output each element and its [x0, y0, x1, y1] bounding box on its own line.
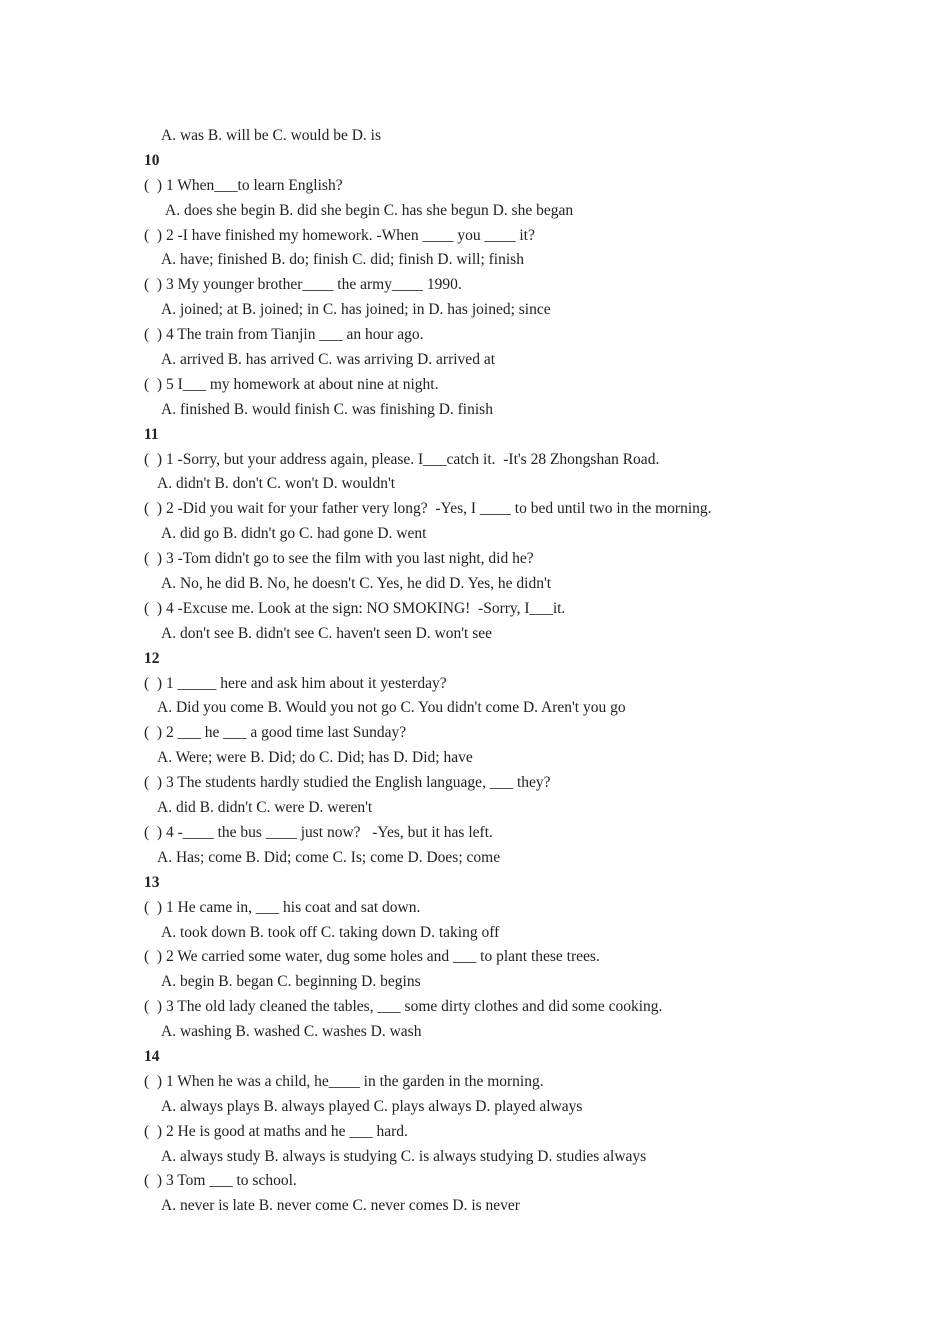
- answer-options: A. don't see B. didn't see C. haven't seen D. won't see: [161, 624, 493, 642]
- question-line: ( ) 2 -Did you wait for your father very long? -Yes, I ____ to bed until two in the morning.: [144, 500, 712, 518]
- question-line: ( ) 1 When he was a child, he____ in the garden in the morning.: [144, 1072, 544, 1090]
- answer-options: A. always study B. always is studying C. is always studying D. studies always: [161, 1147, 647, 1165]
- answer-options: A. washing B. washed C. washes D. wash: [161, 1023, 422, 1041]
- question-line: ( ) 4 -Excuse me. Look at the sign: NO SMOKING! -Sorry, I___it.: [144, 599, 566, 617]
- question-line: ( ) 2 He is good at maths and he ___ hard.: [144, 1122, 408, 1140]
- answer-options: A. did B. didn't C. were D. weren't: [157, 799, 373, 817]
- question-line: ( ) 1 When___to learn English?: [144, 176, 343, 194]
- answer-options: A. took down B. took off C. taking down D. taking off: [161, 923, 500, 941]
- answer-options: A. Did you come B. Would you not go C. You didn't come D. Aren't you go: [157, 699, 626, 717]
- question-line: ( ) 5 I___ my homework at about nine at night.: [144, 375, 439, 393]
- answer-options: A. Has; come B. Did; come C. Is; come D. Does; come: [157, 848, 501, 866]
- question-line: ( ) 4 -____ the bus ____ just now? -Yes, but it has left.: [144, 823, 493, 841]
- question-line: ( ) 3 Tom ___ to school.: [144, 1172, 297, 1190]
- question-line: ( ) 3 -Tom didn't go to see the film with you last night, did he?: [144, 550, 534, 568]
- answer-options: A. begin B. began C. beginning D. begins: [161, 973, 421, 991]
- question-line: ( ) 2 ___ he ___ a good time last Sunday?: [144, 724, 407, 742]
- answer-options: A. arrived B. has arrived C. was arriving D. arrived at: [161, 351, 495, 369]
- question-line: ( ) 4 The train from Tianjin ___ an hour ago.: [144, 326, 424, 344]
- question-line: ( ) 2 We carried some water, dug some holes and ___ to plant these trees.: [144, 948, 600, 966]
- section-number: 12: [144, 649, 160, 667]
- exercise-page: [0, 124, 950, 1219]
- answer-options: A. have; finished B. do; finish C. did; finish D. will; finish: [161, 251, 524, 269]
- answer-options: A. does she begin B. did she begin C. has she begun D. she began: [165, 201, 574, 219]
- section-number: 14: [144, 1047, 160, 1065]
- question-line: ( ) 3 My younger brother____ the army____ 1990.: [144, 276, 462, 294]
- answer-options: A. finished B. would finish C. was finishing D. finish: [161, 400, 493, 418]
- section-number: 13: [144, 873, 160, 891]
- answer-options: A. never is late B. never come C. never comes D. is never: [161, 1197, 520, 1215]
- answer-options: A. was B. will be C. would be D. is: [161, 127, 382, 144]
- question-line: ( ) 1 -Sorry, but your address again, please. I___catch it. -It's 28 Zhongshan Road.: [144, 450, 660, 468]
- question-line: ( ) 1 _____ here and ask him about it yesterday?: [144, 674, 447, 692]
- question-line: ( ) 1 He came in, ___ his coat and sat down.: [144, 898, 421, 916]
- question-line: ( ) 3 The old lady cleaned the tables, ___ some dirty clothes and did some cooking.: [144, 998, 663, 1016]
- answer-options: A. did go B. didn't go C. had gone D. went: [161, 525, 427, 543]
- answer-options: A. joined; at B. joined; in C. has joined; in D. has joined; since: [161, 301, 551, 319]
- answer-options: A. Were; were B. Did; do C. Did; has D. Did; have: [157, 749, 473, 767]
- question-line: ( ) 3 The students hardly studied the English language, ___ they?: [144, 774, 551, 792]
- answer-options: A. didn't B. don't C. won't D. wouldn't: [157, 475, 396, 493]
- section-number: 10: [144, 151, 160, 169]
- answer-options: A. always plays B. always played C. plays always D. played always: [161, 1097, 583, 1115]
- question-line: ( ) 2 -I have finished my homework. -When ____ you ____ it?: [144, 226, 535, 244]
- section-number: 11: [144, 425, 159, 443]
- answer-options: A. No, he did B. No, he doesn't C. Yes, he did D. Yes, he didn't: [161, 575, 552, 593]
